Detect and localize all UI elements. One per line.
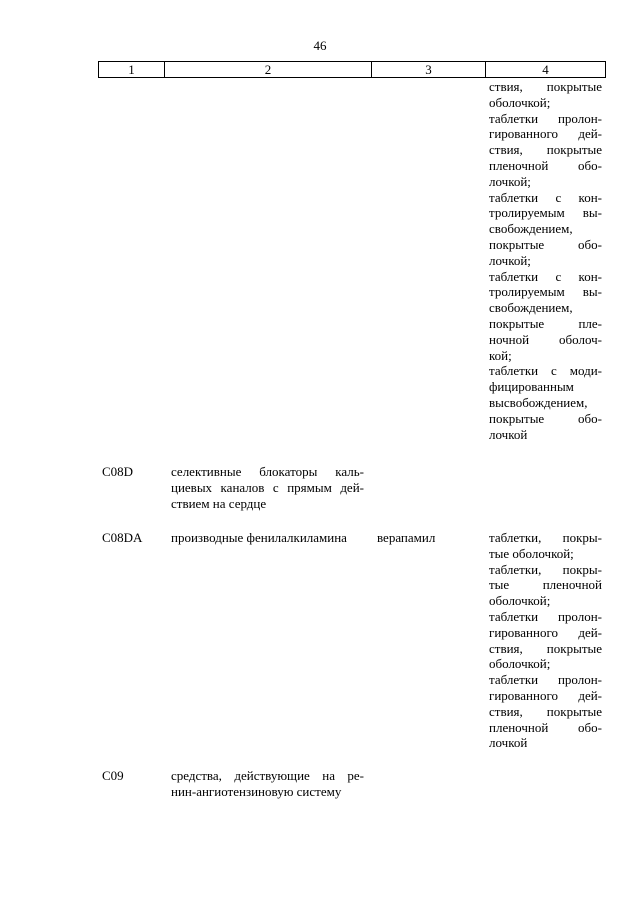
form-line: ствия, покрытые [489, 640, 602, 656]
form-line: фицированным [489, 379, 574, 395]
atc-code: C08D [102, 464, 134, 479]
atc-group-name [171, 530, 364, 546]
form-line: ствия, покрытые [489, 142, 602, 158]
form-line: оболочкой; [489, 94, 551, 110]
table-header [98, 61, 606, 78]
form-line: оболочкой; [489, 656, 551, 672]
form-line: свобождением, [489, 300, 573, 316]
form-line: таблетки пролон- [489, 608, 602, 624]
form-line: пленочной обо- [489, 719, 602, 735]
form-line: таблетки с моди- [489, 363, 602, 379]
form-line: таблетки пролон- [489, 672, 602, 688]
form-line: оболочкой; [489, 593, 551, 609]
name-line: селективные блокаторы каль- [171, 464, 364, 479]
form-line: лочкой; [489, 173, 531, 189]
form-line: покрытые обо- [489, 410, 602, 426]
form-line: тые пленочной [489, 577, 602, 593]
name-line: средства, действующие на ре- [171, 768, 364, 783]
header-col-2: 2 [165, 62, 372, 78]
dosage-forms [489, 530, 602, 751]
form-line: тролируемым вы- [489, 205, 602, 221]
header-col-3: 3 [372, 62, 486, 78]
name-line: производные фенилалкиламина [171, 530, 347, 545]
form-line: ствия, покрытые [489, 703, 602, 719]
form-line: ствия, покрытые [489, 79, 602, 94]
name-line: ствием на сердце [171, 495, 267, 511]
form-line: гированного дей- [489, 687, 602, 703]
form-line: таблетки, покры- [489, 561, 602, 577]
form-line: высвобождением, [489, 394, 588, 410]
form-line: лочкой [489, 735, 528, 751]
form-line: лочкой [489, 426, 528, 442]
atc-code: C08DA [102, 530, 143, 545]
form-line: таблетки пролон- [489, 110, 602, 126]
form-line: таблетки, покры- [489, 530, 602, 545]
form-line: свобождением, [489, 221, 573, 237]
name-line: циевых каналов с прямым дей- [171, 479, 364, 495]
drug-name: верапамил [377, 530, 436, 545]
header-col-1: 1 [99, 62, 165, 78]
form-line: пленочной обо- [489, 157, 602, 173]
form-line: кой; [489, 347, 512, 363]
form-line: покрытые обо- [489, 236, 602, 252]
name-line: нин-ангиотензиновую систему [171, 783, 342, 799]
form-line: лочкой; [489, 252, 531, 268]
form-line: ночной оболоч- [489, 331, 602, 347]
form-line: таблетки с кон- [489, 189, 602, 205]
atc-group-name [171, 464, 364, 511]
form-line: гированного дей- [489, 624, 602, 640]
atc-group-name [171, 768, 364, 800]
header-row [99, 62, 606, 78]
form-line: покрытые пле- [489, 315, 602, 331]
form-line: тые оболочкой; [489, 545, 574, 561]
atc-code: C09 [102, 768, 124, 783]
form-line: таблетки с кон- [489, 268, 602, 284]
continuation-forms [489, 79, 602, 442]
form-line: гированного дей- [489, 126, 602, 142]
page-number: 46 [313, 38, 327, 53]
header-col-4: 4 [486, 62, 606, 78]
form-line: тролируемым вы- [489, 284, 602, 300]
